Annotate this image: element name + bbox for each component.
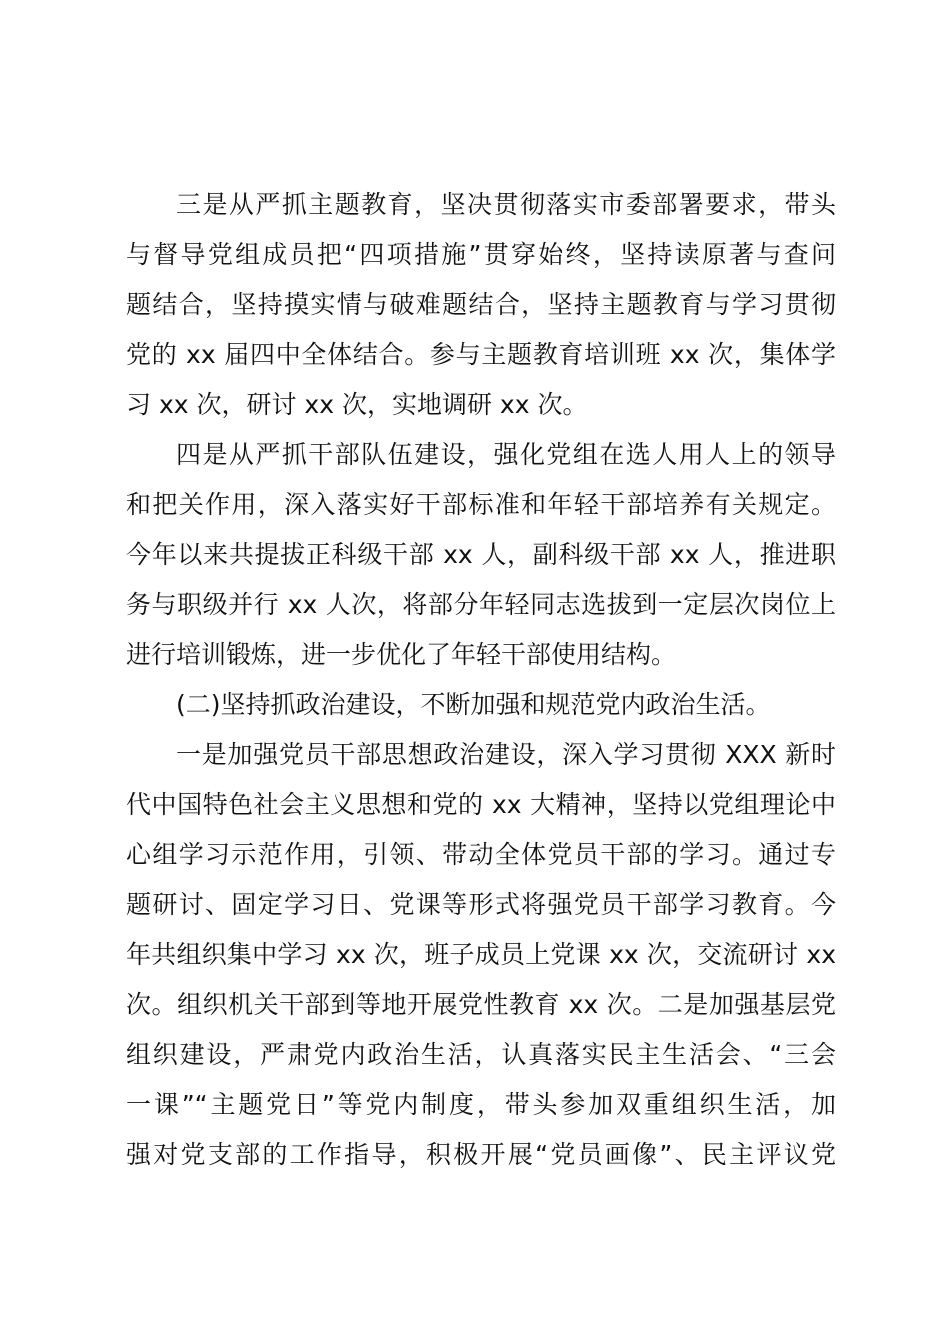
text-line: 题结合，坚持摸实情与破难题结合，坚持主题教育与学习贯彻 [126,290,836,319]
text-line: 三是从严抓主题教育，坚决贯彻落实市委部署要求，带头 [176,190,836,219]
text-line: 次。组织机关干部到等地开展党性教育 xx 次。二是加强基层党 [126,990,836,1019]
text-line: 四是从严抓干部队伍建设，强化党组在选人用人上的领导 [176,440,836,469]
document-body [126,180,836,1180]
text-line: 与督导党组成员把“四项措施”贯穿始终，坚持读原著与查问 [126,240,836,269]
text-line: 心组学习示范作用，引领、带动全体党员干部的学习。通过专 [126,840,836,869]
text-line: 一课”“主题党日”等党内制度，带头参加双重组织生活，加 [126,1090,836,1119]
text-line: 习 xx 次，研讨 xx 次，实地调研 xx 次。 [126,390,588,419]
text-line: 组织建设，严肃党内政治生活，认真落实民主生活会、“三会 [126,1040,836,1069]
text-line: 今年以来共提拔正科级干部 xx 人，副科级干部 xx 人，推进职 [126,540,836,569]
text-line: 强对党支部的工作指导，积极开展“党员画像”、民主评议党 [126,1140,836,1169]
text-line: (二)坚持抓政治建设，不断加强和规范党内政治生活。 [176,690,771,719]
text-line: 和把关作用，深入落实好干部标准和年轻干部培养有关规定。 [126,490,836,519]
text-line: 一是加强党员干部思想政治建设，深入学习贯彻 XXX 新时 [176,740,836,769]
text-line: 党的 xx 届四中全体结合。参与主题教育培训班 xx 次，集体学 [126,340,836,369]
text-line: 年共组织集中学习 xx 次，班子成员上党课 xx 次，交流研讨 xx [126,940,836,969]
text-line: 题研讨、固定学习日、党课等形式将强党员干部学习教育。今 [126,890,836,919]
text-line: 进行培训锻炼，进一步优化了年轻干部使用结构。 [126,640,677,669]
text-line: 务与职级并行 xx 人次，将部分年轻同志选拔到一定层次岗位上 [126,590,836,619]
text-line: 代中国特色社会主义思想和党的 xx 大精神，坚持以党组理论中 [126,790,836,819]
